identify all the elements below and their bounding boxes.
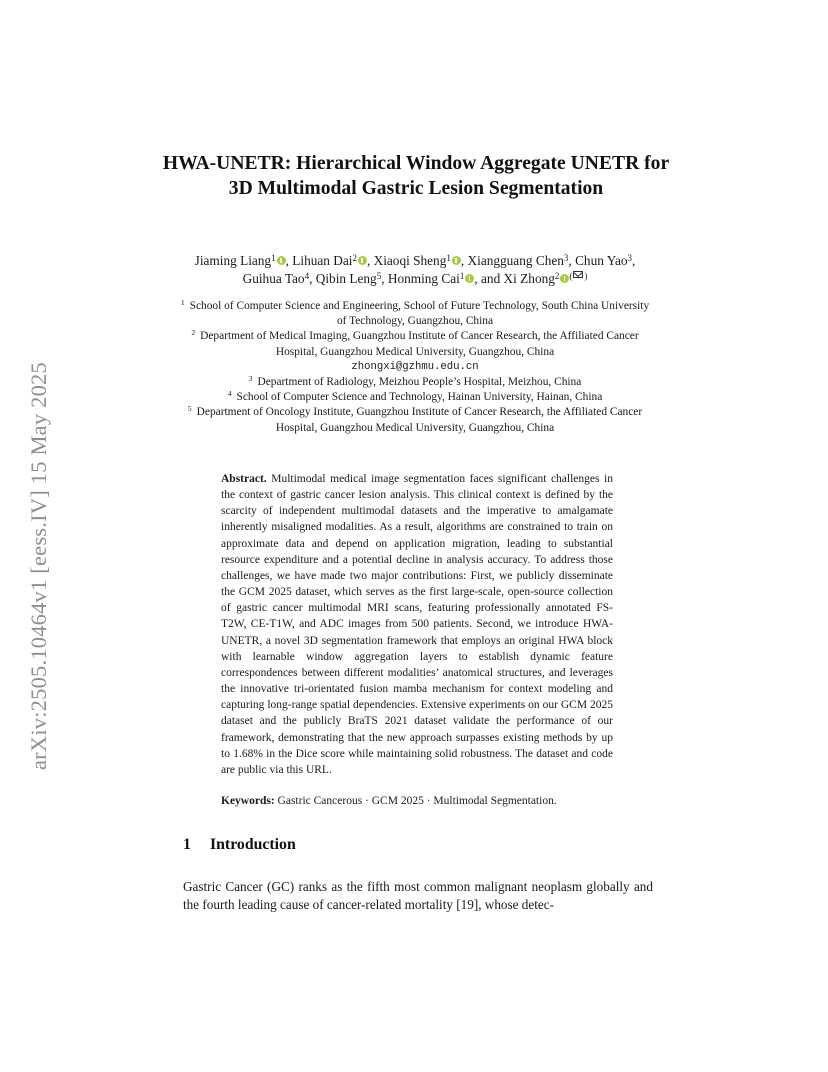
author-affiliation-mark: 2: [554, 271, 560, 281]
orcid-icon[interactable]: [358, 256, 367, 265]
corresponding-email[interactable]: zhongxi@gzhmu.edu.cn: [351, 360, 479, 373]
author-affiliation-mark: 1: [271, 253, 276, 263]
abstract-text: Multimodal medical image segmentation faces significant challenges in the context of gastric cancer lesion analysis. This clinical context is defined by the scarcity of independent multimodal datasets and the imperative to amalgamate inherently misaligned modalities. As a result, algorithms are constrained to train on approximate data and depend on application migration, leading to substantial resource expenditure and a potential decline in analysis accuracy. To address those challenges, we have made two major contributions: First, we publicly disseminate the GCM 2025 dataset, which serves as the first large-scale, open-source collection of gastric cancer multimodal MRI scans, featuring professionally annotated FS-T2W, CE-T1W, and ADC images from 500 patients. Second, we introduce HWA-UNETR, a novel 3D segmentation framework that employs an original HWA block with learnable window aggregation layers to establish dynamic feature correspondences between different modalities’ anatomical structures, and leverages the innovative tri-orientated fusion mamba mechanism for context modeling and capturing long-range spatial dependencies. Extensive experiments on our GCM 2025 dataset and the publicly BraTS 2021 dataset validate the performance of our framework, demonstrating that the new approach surpasses existing methods by up to 1.68% in the Dice score while maintaining solid robustness. The dataset and code are public via this URL.: [221, 473, 614, 776]
affiliation: [180, 390, 650, 405]
affiliation-text: Department of Oncology Institute, Guangzhou Institute of Cancer Research, the Affiliated Cancer Hospital, Guangzhou Medical University, Guangzhou, China: [196, 406, 643, 434]
affiliation: [180, 375, 650, 390]
author-affiliation-mark: 2: [352, 253, 357, 263]
intro-paragraph: Gastric Cancer (GC) ranks as the fifth most common malignant neoplasm globally and the fourth leading cause of cancer-related mortality [19], whose detec-: [183, 879, 653, 912]
envelope-icon: [573, 271, 583, 278]
affiliation-number: 4: [227, 389, 232, 399]
orcid-icon[interactable]: [465, 274, 474, 283]
arxiv-identifier: arXiv:2505.10464v1 [eess.IV] 15 May 2025: [26, 362, 51, 770]
affiliation-number: 3: [248, 374, 253, 384]
orcid-icon[interactable]: [452, 256, 461, 265]
affiliation-number: 5: [187, 404, 192, 414]
affiliation: [180, 329, 650, 359]
keywords-text: Gastric Cancerous · GCM 2025 · Multimodal Segmentation.: [277, 795, 557, 807]
orcid-icon[interactable]: [277, 256, 286, 265]
author-name: Jiaming Liang: [194, 253, 272, 268]
affiliation: [180, 405, 650, 435]
affiliation-text: Department of Radiology, Meizhou People’s Hospital, Meizhou, China: [257, 376, 582, 389]
author-affiliation-mark: 4: [304, 271, 310, 281]
author-name: Xi Zhong: [503, 271, 555, 286]
keywords: [221, 795, 621, 807]
paper-title: HWA-UNETR: Hierarchical Window Aggregate UNETR for 3D Multimodal Gastric Lesion Segmentation: [162, 153, 670, 199]
affiliation-text: School of Computer Science and Technology, Hainan University, Hainan, China: [236, 391, 603, 404]
author-name: Lihuan Dai: [292, 253, 353, 268]
author-affiliation-mark: 1: [446, 253, 451, 263]
author-name: Qibin Leng: [315, 271, 377, 286]
author-name: Xiangguang Chen: [467, 253, 564, 268]
author-affiliation-mark: 3: [627, 253, 633, 263]
author-affiliation-mark: 3: [563, 253, 569, 263]
author-affiliation-mark: 5: [376, 271, 382, 281]
author-affiliation-mark: 1: [459, 271, 465, 281]
affiliation-number: 1: [180, 298, 185, 307]
affiliation: [180, 299, 650, 329]
section-heading: [183, 836, 296, 854]
abstract-label: Abstract.: [221, 473, 267, 485]
affiliation-text: School of Computer Science and Engineering, School of Future Technology, South China University of Technology, Guangzhou, China: [189, 300, 650, 328]
section-number: 1: [183, 836, 191, 853]
keywords-label: Keywords:: [221, 795, 275, 807]
author-name: Guihua Tao: [242, 271, 305, 286]
affiliation-text: Department of Medical Imaging, Guangzhou Institute of Cancer Research, the Affiliated Cancer Hospital, Guangzhou Medical University, Guangzhou, China: [200, 330, 639, 358]
author-name: Xiaoqi Sheng: [373, 253, 447, 268]
author-name: Chun Yao: [575, 253, 628, 268]
orcid-icon[interactable]: [560, 274, 569, 283]
affiliation-list: [180, 299, 650, 436]
affiliation-number: 2: [191, 328, 196, 338]
abstract: [221, 471, 613, 778]
author-name: Honming Cai: [387, 271, 460, 286]
author-list: Jiaming Liang$^1$ , Lihuan Dai$^2$ , Xiaoqi Sheng$^1$ , Xiangguang Chen$^3$, Chun Yao$^3$, Guihua Tao$^4$, Qibin Leng$^5$, Honming Cai$^1$ , and Xi Zhong$^2$ ( ): [194, 253, 636, 286]
section-title: Introduction: [210, 836, 296, 853]
